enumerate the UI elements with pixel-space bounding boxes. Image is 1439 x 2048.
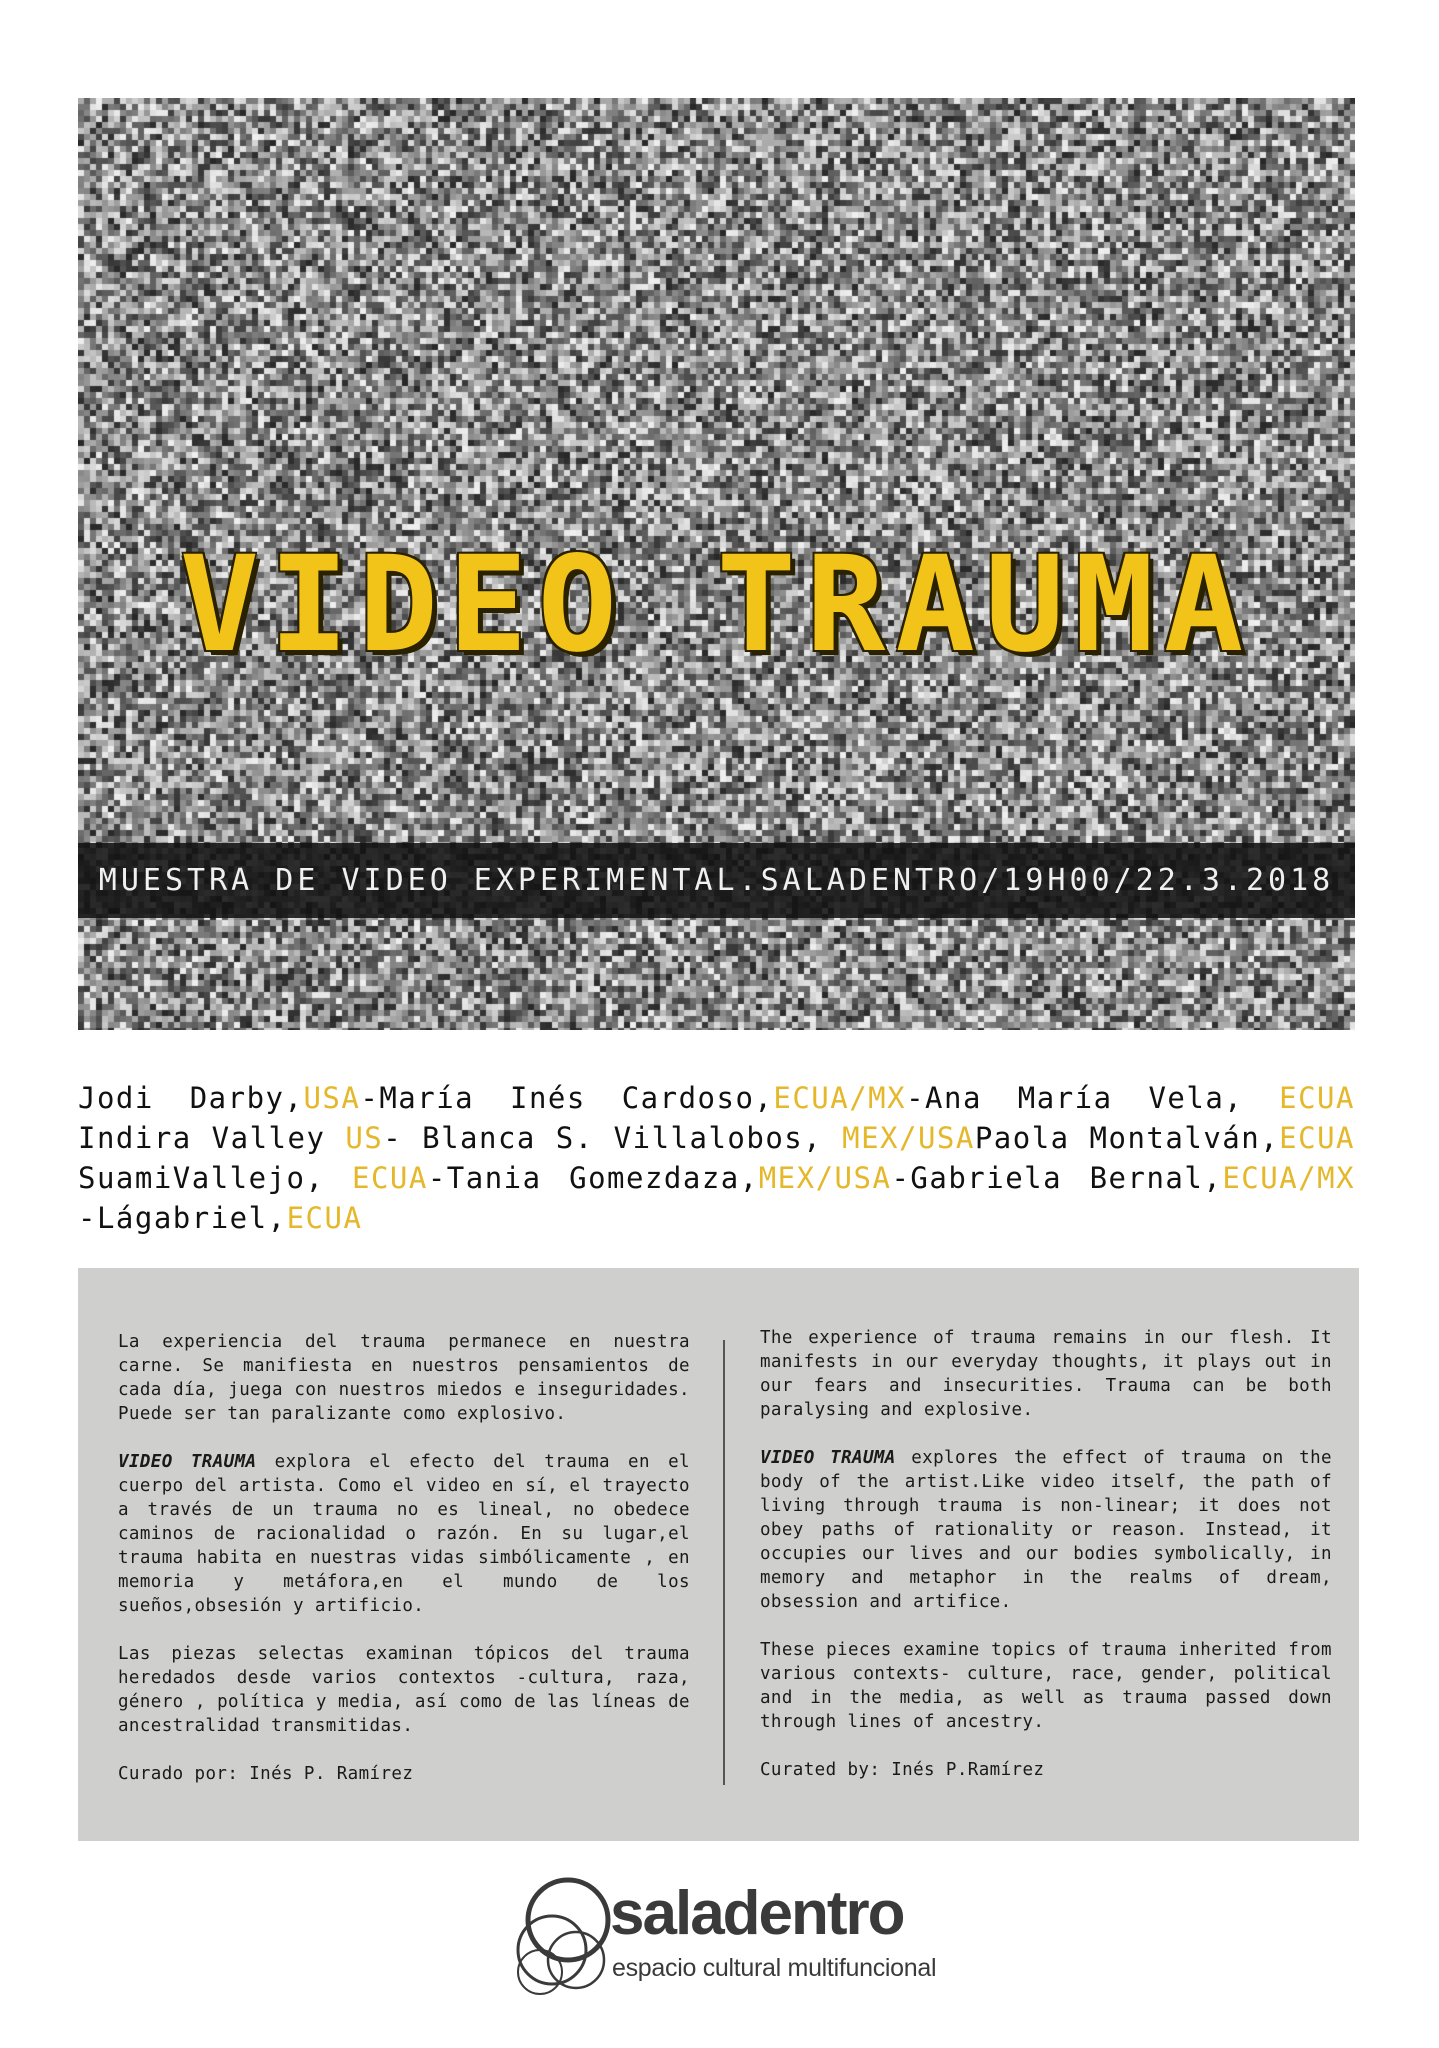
artist-name: -Gabriela Bernal, — [891, 1161, 1223, 1195]
artist-country: ECUA — [286, 1201, 363, 1235]
artist-name: Paola Montalván, — [974, 1121, 1280, 1155]
artist-country: MEX/USA — [758, 1161, 892, 1195]
artist-country: ECUA/MX — [1222, 1161, 1355, 1195]
english-column — [760, 1326, 1332, 1806]
es-paragraph-2-text: explora el efecto del trauma en el cuerpo del artista. Como el video en sí, el trayecto a través de un trauma no es lineal, no obedece caminos de racionalidad o razón. En su lugar,el trauma habita en nuestras vidas simbólicamente , en memoria y metáfora,en el mundo de los sueños,obsesión y artificio. — [118, 1452, 690, 1616]
column-divider — [723, 1340, 725, 1785]
artist-country: ECUA — [1279, 1121, 1355, 1155]
en-title-emphasis: VIDEO TRAUMA — [760, 1448, 896, 1468]
artist-name: -Ana María Vela, — [906, 1081, 1280, 1115]
en-paragraph-2-text: explores the effect of trauma on the body of the artist.Like video itself, the path of living through trauma is non-linear; it does not obey paths of rationality or reason. Instead, it occupies our lives and our bodies symbolically, in memory and metaphor in the realms of dream, obsession and artifice. — [760, 1448, 1332, 1612]
artist-name: SuamiVallejo, — [78, 1161, 352, 1195]
poster-title: VIDEO TRAUMA — [179, 528, 1254, 682]
logo-tagline: espacio cultural multifuncional — [612, 1954, 937, 1982]
overlapping-circles-icon — [510, 1872, 620, 2002]
es-title-emphasis: VIDEO TRAUMA — [118, 1452, 257, 1472]
artist-country: ECUA — [352, 1161, 428, 1195]
en-paragraph-1: The experience of trauma remains in our flesh. It manifests in our everyday thoughts, it plays out in our fears and insecurities. Trauma can be both paralysing and explosive. — [760, 1328, 1332, 1420]
artist-name: Indira Valley — [78, 1121, 346, 1155]
es-paragraph-3: Las piezas selectas examinan tópicos del trauma heredados desde varios contextos -cultura, raza, género , política y media, así como de las líneas de ancestralidad transmitidas. — [118, 1644, 690, 1736]
es-curator-credit: Curado por: Inés P. Ramírez — [118, 1764, 414, 1784]
artist-name: -Tania Gomezdaza, — [427, 1161, 759, 1195]
artist-line — [78, 1198, 1355, 1238]
artist-line — [78, 1078, 1355, 1118]
en-curator-credit: Curated by: Inés P.Ramírez — [760, 1760, 1045, 1780]
artist-name: -Lágabriel, — [78, 1201, 287, 1235]
event-info-band — [78, 843, 1355, 918]
artist-name: -María Inés Cardoso, — [360, 1081, 774, 1115]
artist-name: Jodi Darby, — [78, 1081, 304, 1115]
artist-line — [78, 1158, 1355, 1198]
es-paragraph-2 — [118, 1450, 690, 1618]
logo-wordmark: saladentro — [610, 1879, 904, 1948]
en-paragraph-3: These pieces examine topics of trauma inherited from various contexts- culture, race, gender, political and in the media, as well as trauma passed down through lines of ancestry. — [760, 1640, 1332, 1732]
description-panel — [78, 1268, 1359, 1841]
event-info-text: MUESTRA DE VIDEO EXPERIMENTAL.SALADENTRO/19H00/22.3.2018 — [98, 863, 1335, 898]
saladentro-logo — [510, 1872, 940, 2002]
artist-line — [78, 1118, 1355, 1158]
artist-country: US — [345, 1121, 384, 1155]
es-paragraph-1: La experiencia del trauma permanece en nuestra carne. Se manifiesta en nuestros pensamientos de cada día, juega con nuestros miedos e inseguridades. Puede ser tan paralizante como explosivo. — [118, 1332, 690, 1424]
en-paragraph-2 — [760, 1446, 1332, 1614]
hero-static-image — [78, 98, 1355, 1030]
artist-list — [78, 1078, 1355, 1238]
artist-country: ECUA/MX — [773, 1081, 907, 1115]
artist-country: USA — [303, 1081, 361, 1115]
artist-country: MEX/USA — [842, 1121, 975, 1155]
artist-name: - Blanca S. Villalobos, — [383, 1121, 843, 1155]
artist-country: ECUA — [1279, 1081, 1355, 1115]
spanish-column — [118, 1330, 690, 1810]
